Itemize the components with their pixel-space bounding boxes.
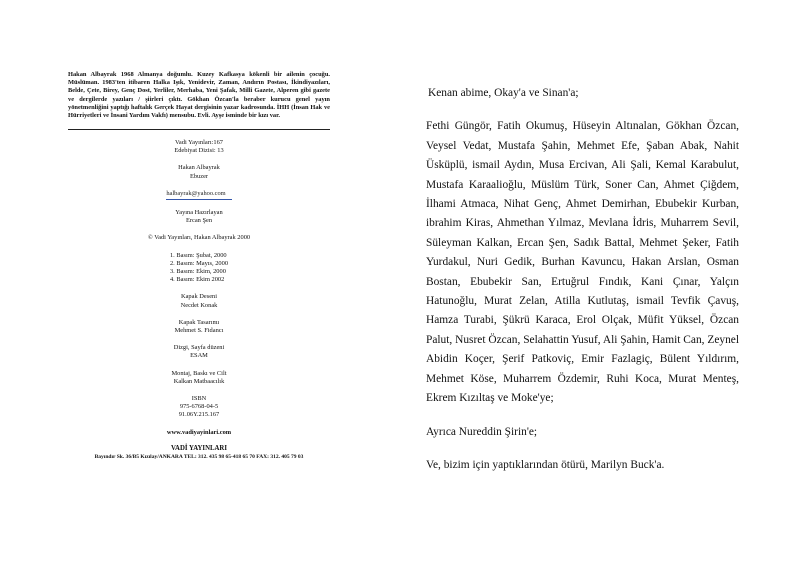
dedication [426, 84, 739, 475]
series-line: Vadi Yayınları:167 [175, 139, 223, 146]
publisher-website: www.vadiyayinlari.com [166, 428, 232, 436]
author-name: Hakan Albayrak [178, 164, 220, 172]
typesetting-label: Dizgi, Sayfa düzeni [173, 344, 225, 352]
cover-design-label: Kapak Deseni [180, 293, 218, 301]
author-bio: Hakan Albayrak 1968 Almanya doğumlu. Kuzey Kafkasya kökenli bir ailenin çocuğu. Müslüman. 1983'ten itibaren Halka Işık, Yenidevir, Zaman, Andırın Postası, İkindiyazıları, Belde, Çete, Birey, Genç Dost, Yerliler, Merhaba, Yeni Şafak, Milli Gazete, Alperen gibi gazete ve dergilerde yazıları / şiirleri çıktı. Gökhan Özcan'la beraber kurucu genel yayın yönetmenliğini yaptığı haftalık Gerçek Hayat dergisinin yazar kadrosunda. İHH (İnsan Hak ve Hürriyetleri ve İnsani Yardım Vakfı) mensubu. Evli. Ayşe isminde bir kızı var. [68, 71, 330, 120]
right-page [400, 0, 800, 565]
prep-name: Ercan Şen [185, 217, 213, 225]
series-info [68, 139, 330, 155]
typesetting-info [68, 344, 330, 360]
copyright-line: © Vadi Yayınları, Hakan Albayrak 2000 [147, 234, 251, 242]
edition-line: 1. Basım: Şubat, 2000 [169, 251, 227, 259]
email-block [68, 190, 330, 200]
author-email-link[interactable]: halbayrak@yahoo.com [166, 190, 231, 200]
prep-label: Yayına Hazırlayan [175, 209, 223, 217]
edition-line: 4. Basım: Ekim 2002 [169, 276, 225, 284]
cover-layout-name: Mehmet S. Fidancı [174, 327, 224, 335]
cert-number: 91.06Y.215.167 [178, 411, 220, 419]
printing-info [68, 370, 330, 386]
author-info [68, 164, 330, 180]
edition-line: 3. Basım: Ekim, 2000 [169, 268, 226, 276]
publisher-name: VADİ YAYINLARI [171, 444, 227, 452]
isbn-info [68, 395, 330, 420]
isbn-number: 975-6768-04-5 [179, 403, 219, 411]
cover-layout-info [68, 319, 330, 335]
isbn-label: ISBN [191, 395, 207, 403]
printing-label: Montaj, Baskı ve Cilt [171, 369, 227, 377]
colophon [68, 139, 330, 461]
dedication-intro: Kenan abime, Okay'a ve Sinan'a; [428, 87, 579, 99]
cover-design-info [68, 293, 330, 309]
printing-name: Kalkan Matbaacılık [173, 377, 225, 385]
prep-info [68, 209, 330, 225]
book-title: Ebuzer [189, 172, 209, 180]
editions-block [68, 252, 330, 285]
publisher-address: Bayındır Sk. 36/B5 Kızılay/ANKARA TEL: 312. 435 98 65-418 65 70 FAX: 312. 405 79 03 [94, 454, 304, 461]
dedication-also: Ayrıca Nureddin Şirin'e; [426, 425, 538, 438]
dedication-names: Fethi Güngör, Fatih Okumuş, Hüseyin Altınalan, Gökhan Özcan, Veysel Vedat, Mustafa Şahin, Mehmet Efe, Şaban Abak, Nahit Üsküplü, ismail Aydın, Musa Ercivan, Ali Şali, Kemal Karabulut, Mustafa Karaalioğlu, Müslüm Türk, Soner Can, Ahmet Çiğdem, İlhami Atmaca, Nihat Genç, Ahmet Demirhan, Ebubekir Kurban, ibrahim Kiras, Ahmethan Yılmaz, Mevlana İdris, Muharrem Sevil, Süleyman Kalkan, Ercan Şen, Sadık Battal, Mehmet Şeker, Fatih Yurdakul, Nuri Gedik, Burhan Kavuncu, Hakan Arslan, Osman Bostan, Ebubekir San, Ertuğrul Fındık, Kani Çınar, Yalçın Hatunoğlu, Murat Zelan, Atilla Kutlutaş, ismail Tevfik Çavuş, Hamza Turabi, Şükrü Karaca, Erol Olçak, Müfit Yüksel, Özcan Palut, Nusret Özcan, Selahattin Yusuf, Ali Şahin, Hamit Can, Zeynel Abidin Koçer, Şerif Patkoviç, Emir Fazlagiç, Bülent Yıldırım, Mehmet Köse, Muharrem Özdemir, Ruhi Koca, Murat Menteş, Ekrem Kızıltaş ve Moke'ye; [426, 120, 739, 405]
bio-divider [68, 129, 330, 130]
series-line: Edebiyat Dizisi: 13 [174, 147, 224, 155]
typesetting-name: ESAM [190, 352, 208, 360]
cover-layout-label: Kapak Tasarımı [178, 318, 220, 326]
edition-line: 2. Basım: Mayıs, 2000 [169, 259, 229, 267]
dedication-closing: Ve, bizim için yaptıklarından ötürü, Marilyn Buck'a. [426, 458, 665, 471]
cover-design-name: Necdet Konak [180, 301, 218, 309]
